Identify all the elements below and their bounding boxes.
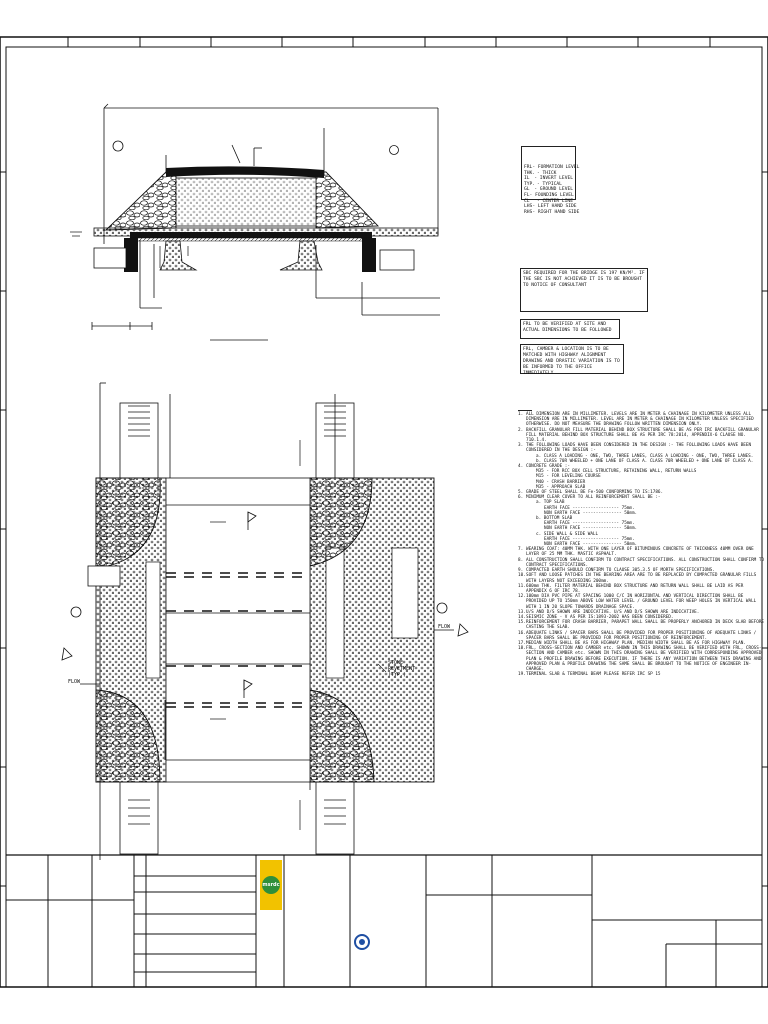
note-number: 12. xyxy=(518,594,526,600)
note-number: 19. xyxy=(518,672,526,678)
note-text: 600mm THK. FILTER MATERIAL BEHIND BOX STRUCTURE AND RETURN WALL SHALL BE LAID AS PER APPENDIX 6 OF IRC 78. xyxy=(526,583,744,594)
note-text: ALL DIMENSION ARE IN MILLIMETER. LEVELS ARE IN METER & CHAINAGE IN KILOMETER UNLESS ALL DIMENSION ARE IN MILLIMETER. LEVEL ARE IN METER & CHAINAGE IN KILOMETER UNLESS SPECIFIED OTHERWISE. DO NOT MEASURE THE DRAWING FOLLOW WRITTEN DIMENSION ONLY. xyxy=(526,412,754,428)
legend-abbr: GL xyxy=(524,187,530,193)
note-text: EARTH FACE ------------------ 75mm. xyxy=(544,505,635,511)
note-item xyxy=(518,646,764,672)
frl-verified-note: FRL TO BE VERIFIED AT SITE AND ACTUAL DIMENSIONS TO BE FOLLOWED xyxy=(520,319,620,339)
plan-view xyxy=(62,383,468,860)
note-number: 3. xyxy=(518,443,524,449)
note-text: b. CLASS 70R WHEELED + ONE LANE OF CLASS A. CLASS 70R WHEELED + ONE LANE OF CLASS A. xyxy=(536,458,754,464)
note-number: 2. xyxy=(518,427,524,433)
legend-row xyxy=(524,209,580,216)
legend-desc: - RIGHT HAND SIDE xyxy=(532,209,580,215)
frl-camber-note: FRL, CAMBER & LOCATION IS TO BE MATCHED WITH HIGHWAY ALIGNMENT DRAWING AND DRASTIC VARIATION IS TO BE INFORMED TO THE OFFICE IMMEDIATELY xyxy=(520,344,624,374)
title-block xyxy=(6,855,762,987)
general-notes xyxy=(518,404,764,677)
note-number: 5. xyxy=(518,490,524,496)
note-item xyxy=(518,558,764,568)
legend-abbr: FRL xyxy=(524,165,533,170)
note-text: NON EARTH FACE --------------- 50mm. xyxy=(544,542,638,548)
legend-desc: - FORMATION LEVEL xyxy=(532,165,580,170)
note-text: BACKFILL GRANULAR FILL MATERIAL BEHIND BOX STRUCTURE SHALL BE AS PER IRC BACKFILL GRANULAR FILL MATERIAL BEHIND BOX STRUCTURE SHALL BE AS PER IRC 78:2014, APPENDIX-6 CLAUSE NO. 710.1.4. xyxy=(526,427,759,444)
legend-desc: - GROUND LEVEL xyxy=(534,187,573,193)
note-item xyxy=(518,672,764,677)
flow-label-right: FLOW xyxy=(438,624,451,630)
legend-abbr: CL xyxy=(524,198,530,204)
note-text: c. SIDE WALL & SIDE WALL xyxy=(536,531,599,537)
legend-desc: - LEFT HAND SIDE xyxy=(532,204,577,210)
note-number: 7. xyxy=(518,547,524,553)
legend-abbr: LHS xyxy=(524,204,533,210)
note-text: TERMINAL SLAB & TERMINAL BEAM PLEASE REFER IRC SP 15 xyxy=(526,672,661,678)
notes-heading-rule xyxy=(518,404,532,411)
note-text: EARTH FACE ------------------ 75mm. xyxy=(544,536,635,542)
note-item xyxy=(518,428,764,444)
note-number: 6. xyxy=(518,495,524,501)
note-text: SOFT AND LOOSE PATCHES IN THE BEARING AREA ARE TO BE REPLACED BY COMPACTED GRANULAR FILLS WITH LAYERS NOT EXCEEDING 200mm. xyxy=(526,573,757,584)
note-number: 9. xyxy=(518,568,524,574)
msrdc-logo xyxy=(260,860,282,910)
note-number: 18. xyxy=(518,646,526,652)
note-text: NON EARTH FACE --------------- 50mm. xyxy=(544,510,638,516)
note-item xyxy=(518,594,764,610)
note-text: MEDIAN WIDTH SHALL BE AS FOR HIGHWAY PLAN. MEDIAN WIDTH SHALL BE AS FOR HIGHWAY PLAN. xyxy=(526,640,746,646)
consultant-logo xyxy=(354,934,370,950)
note-text: CONCRETE GRADE :- xyxy=(526,464,570,470)
legend-desc: - TYPICAL xyxy=(537,181,562,187)
note-text: U/S AND D/S SHOWN ARE INDICATIVE. U/S AND D/S SHOWN ARE INDICATIVE. xyxy=(526,609,700,615)
msrdc-logo-text: msrdc xyxy=(262,882,280,888)
msrdc-logo-disc xyxy=(262,876,280,894)
note-text: WEARING COAT: 40MM THK. WITH ONE LAYER OF BITUMINOUS CONCRETE OF THICKNESS 40MM OVER ONE LAYER OF 25 MM THK. MASTIC ASPHALT. xyxy=(526,547,754,558)
cross-section-view xyxy=(70,104,440,340)
legend-abbr: TYP. xyxy=(524,181,536,187)
note-text: a. TOP SLAB xyxy=(536,500,565,506)
note-item xyxy=(518,620,764,630)
note-number: 14. xyxy=(518,614,526,620)
note-number: 11. xyxy=(518,583,526,589)
abbreviations-legend xyxy=(521,146,580,215)
note-item xyxy=(518,631,764,641)
note-text: GRADE OF STEEL SHALL BE Fe-500 CONFORMING TO IS:1786. xyxy=(526,490,664,496)
note-text: M40 - CRASH BARRIER xyxy=(536,479,586,485)
note-text: M35 - APPROACH SLAB xyxy=(536,484,586,490)
note-text: MINIMUM CLEAR COVER TO ALL REINFORCEMENT SHALL BE :- xyxy=(526,495,661,501)
note-text: b. BOTTOM SLAB xyxy=(536,516,573,522)
note-text: COMPACTED EARTH SHOULD CONFIRM TO CLAUSE 305.3.5 OF MORTH SPECIFICATIONS. xyxy=(526,568,715,574)
note-item xyxy=(518,573,764,583)
consultant-logo-core xyxy=(359,939,365,945)
note-number: 1. xyxy=(518,412,524,417)
note-number: 17. xyxy=(518,640,526,646)
note-number: 16. xyxy=(518,630,526,636)
legend-desc: - INVERT LEVEL xyxy=(534,176,573,182)
flow-label-left: FLOW xyxy=(68,679,81,685)
note-text: ALL CONSTRUCTION SHALL CONFIRM TO CONTRACT SPECIFICATIONS. ALL CONSTRUCTION SHALL CONFIRM TO CONTRACT SPECIFICATIONS. xyxy=(526,557,764,568)
sbc-note: SBC REQUIRED FOR THE BRIDGE IS 197 KN/M². IF THE SBC IS NOT ACHIEVED IT IS TO BE BROUGHT TO NOTICE OF CONSULTANT xyxy=(520,268,648,312)
note-item xyxy=(518,547,764,557)
legend-desc: - THICK xyxy=(537,170,557,176)
note-text: a. CLASS A LOADING - ONE, TWO, THREE LANES, CLASS A LOADING - ONE, TWO, THREE LANES. xyxy=(536,453,754,459)
note-text: EARTH FACE ------------------ 75mm. xyxy=(544,521,635,527)
note-text: NON EARTH FACE --------------- 50mm. xyxy=(544,526,638,532)
note-text: SEISMIC ZONE - V AS PER IS:1893-2002 HAS BEEN CONSIDERED. xyxy=(526,614,674,620)
note-text: M15 - FOR LEVELING COURSE xyxy=(536,474,601,480)
note-item xyxy=(518,584,764,594)
note-number: 10. xyxy=(518,573,526,579)
note-text: ADEQUATE LINKS / SPACER BARS SHALL BE PROVIDED FOR PROPER POSITIONING OF ADEQUATE LINKS / SPACER BARS SHALL BE PROVIDED FOR PROPER POSITIONING OF REINFORCEMENT. xyxy=(526,630,757,641)
note-text: FRL, CROSS-SECTION AND CAMBER etc. SHOWN IN THIS DRAWING SHALL BE VERIFIED WITH FRL, CROSS-SECTION AND CAMBER etc. SHOWN IN THIS DRAWING SHALL BE VERIFIED WITH CORRESPONDING APPROVED PLAN & PROFILE DRAWING BEFORE EXECUTION. IF THERE IS ANY VARIATION BETWEEN THIS DRAWING AND APPROVED PLAN & PROFILE DRAWING THE SAME SHALL BE BROUGHT TO THE NOTICE OF ENGINEER IN-CHARGE. xyxy=(526,646,762,672)
note-number: 4. xyxy=(518,464,524,470)
note-number: 13. xyxy=(518,609,526,615)
note-text: REINFORCEMENT FOR CRASH BARRIER, PARAPET WALL SHALL BE PROPERLY ANCHORED IN DECK SLAB BEFORE CASTING THE SLAB. xyxy=(526,620,764,631)
note-item xyxy=(518,412,764,428)
note-text: M35 - FOR RCC BOX CELL STRUCTURE, RETAINING WALL, RETURN WALLS xyxy=(536,469,697,475)
note-item xyxy=(518,443,764,453)
legend-abbr: FL xyxy=(524,192,530,198)
stone-revetment-label: STONE REVETMENT (TYP.) xyxy=(388,660,416,678)
legend-desc: - CENTER LINE xyxy=(537,198,573,204)
legend-abbr: THK. xyxy=(524,170,536,176)
legend-desc: - FOUNDING LEVEL xyxy=(529,192,574,198)
note-text: THE FOLLOWING LOADS HAVE BEEN CONSIDERED IN THE DESIGN :- THE FOLLOWING LOADS HAVE BEEN CONSIDERED IN THE DESIGN :- xyxy=(526,443,752,454)
note-number: 15. xyxy=(518,620,526,626)
note-text: 100mm DIA PVC PIPE AT SPACING 1000 C/C IN HORIZONTAL AND VERTICAL DIRECTION SHALL BE PROVIDED UP TO 150mm ABOVE LOW WATER LEVEL / GROUND LEVEL FOR WEEP HOLES IN VERTICAL WALL WITH 1 IN 20 SLOPE TOWARDS DRAINAGE SPACE. xyxy=(526,594,757,610)
note-number: 8. xyxy=(518,557,524,563)
legend-abbr: IL xyxy=(524,176,530,182)
legend-abbr: RHS xyxy=(524,209,533,215)
